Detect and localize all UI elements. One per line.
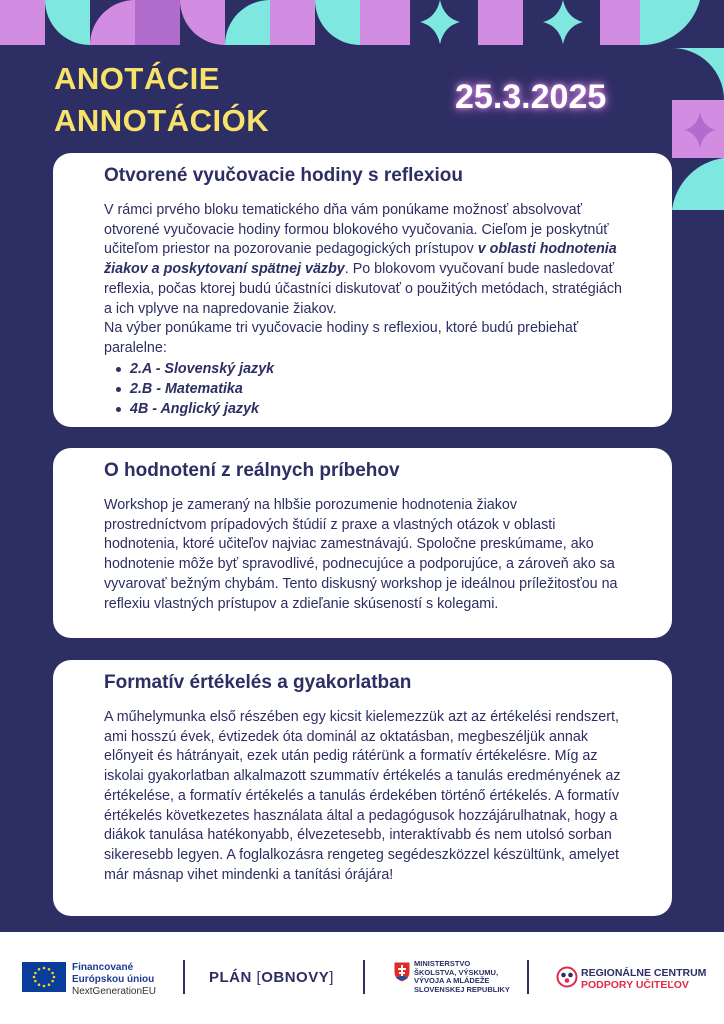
card-body-text: Na výber ponúkame tri vyučovacie hodiny s reflexiou, ktoré budú prebiehať paralelne: — [104, 320, 579, 356]
card-heading: O hodnotení z reálnych príbehov — [104, 460, 400, 481]
title-line-slovak: ANOTÁCIE — [54, 61, 220, 96]
eu-line: Financované — [72, 962, 134, 973]
card-open-lessons — [53, 153, 672, 427]
divider — [183, 960, 185, 994]
ministry-line: SLOVENSKEJ REPUBLIKY — [414, 984, 510, 994]
bracket-open: [ — [256, 969, 262, 986]
card-formative-assessment — [53, 660, 672, 916]
ministry-line: MINISTERSTVO — [414, 959, 471, 968]
eu-flag-icon — [22, 962, 66, 992]
divider — [527, 960, 529, 994]
page-title — [54, 58, 269, 142]
eu-line: NextGenerationEU — [72, 986, 156, 997]
ministry-line: VÝVOJA A MLÁDEŽE — [414, 976, 490, 986]
rcpu-logo-icon — [556, 966, 578, 988]
card-body: Workshop je zameraný na hlbšie porozumenie hodnotenia žiakov prostredníctvom prípadových štúdií z praxe a vlastných otázok v oblasti hodnotenia, ktoré učiteľov najviac zamestnávajú. Spoločne preskúmame, ako hodnotenie môže byť spravodlivé, podnecujúce a podporujúce, a zároveň ako sa vyvarovať bežným chybám. Tento diskusný workshop je ideálnou príležitosťou na reflexiu vlastných prístupov a zdieľanie skúseností s kolegami. — [104, 497, 618, 612]
rcpu-text — [581, 967, 706, 991]
card-heading: Formatív értékelés a gyakorlatban — [104, 672, 412, 693]
card-body: A műhelymunka első részében egy kicsit kielemezzük azt az értékelési rendszert, ami hosszú évek, évtizedek óta dominál az oktatásban, megbeszéljük annak előnyeit és hátrányait, ezek után pedig rátérünk a formatív értékelésre. Míg az iskolai gyakorlatban alkalmazott szummatív értékelés a tanulás eredményének az értékelése, a formatív értékelés a tanulás érdekében történő értékelés. A formatív értékelés következetes használata által a pedagógusok hozzájárulhatnak, hogy a diákok tanulása hatékonyabb, élvezetesebb, interaktívabb és nem utolsó sorban sikeresebb legyen. A foglalkozásra rengeteg segédeszközzel készültünk, amelyet már másnap vihet mindenki a tanítási órájára! — [104, 709, 621, 883]
ministry-line: ŠKOLSTVA, VÝSKUMU, — [414, 967, 499, 977]
list-item: 2.B - Matematika — [116, 379, 622, 399]
card-body-text: V rámci prvého bloku tematického dňa vám ponúkame možnosť absolvovať otvorené vyučovacie hodiny formou blokového vyučovania. Cieľom je poskytnúť učiteľom priestor na pozorovanie pedagogických prístupov — [104, 202, 609, 258]
ministry-text — [414, 960, 510, 994]
title-line-hungarian: ANNOTÁCIÓK — [54, 103, 270, 138]
slovak-coat-of-arms-icon — [393, 961, 411, 983]
rcpu-line: REGIONÁLNE CENTRUM — [581, 967, 707, 979]
list-item: 4B - Anglický jazyk — [116, 399, 622, 419]
card-body-text: . Po blokovom vyučovaní bude nasledovať reflexia, počas ktorej budú účastníci diskutovať o použitých metódach, stratégiách a ich vplyve na napredovanie žiakov. — [104, 261, 622, 317]
plan-obnovy-logo — [209, 969, 334, 986]
card-real-stories — [53, 448, 672, 638]
eu-funding-text — [72, 962, 156, 998]
plan-word: OBNOVY — [261, 969, 330, 986]
rcpu-line: PODPORY UČITEĽOV — [581, 979, 689, 991]
footer-logos — [0, 932, 724, 1024]
divider — [363, 960, 365, 994]
list-item: 2.A - Slovenský jazyk — [116, 359, 622, 379]
event-date: 25.3.2025 — [455, 78, 607, 116]
bracket-close: ] — [329, 969, 334, 986]
card-body-emphasis: v oblasti hodnotenia žiakov a poskytovaní spätnej väzby — [104, 241, 617, 278]
plan-word: PLÁN — [209, 969, 252, 986]
eu-line: Európskou úniou — [72, 974, 155, 985]
lesson-list — [116, 359, 622, 419]
card-body — [104, 201, 622, 359]
card-heading: Otvorené vyučovacie hodiny s reflexiou — [104, 165, 464, 186]
